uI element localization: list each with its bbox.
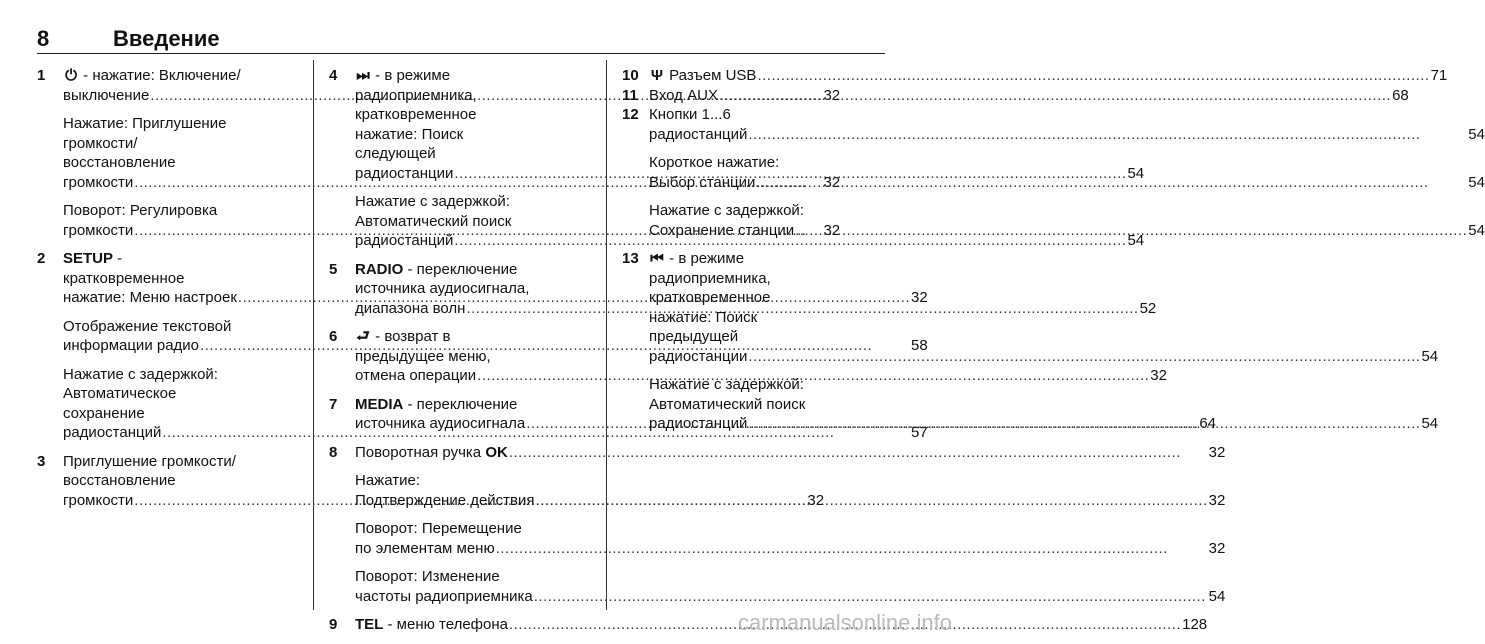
entry-number: 2 <box>37 250 46 267</box>
entry-number: 8 <box>329 443 338 461</box>
page-ref: 32 <box>807 491 825 509</box>
page-ref: 54 <box>1421 415 1439 432</box>
page-ref: 58 <box>911 337 928 354</box>
entry-7: 7 MEDIA - переключение источника аудиосигнала ..... 64 <box>329 395 577 443</box>
power-icon: ⏻ <box>65 67 77 84</box>
page-ref: 54 <box>1468 125 1485 143</box>
page-ref: 54 <box>1127 232 1145 249</box>
page-ref: 32 <box>823 86 841 104</box>
entry-10: 10 Ψ Разъем USB ..... 71 <box>622 66 870 86</box>
page-ref: 71 <box>1430 67 1448 84</box>
page-ref: 32 <box>1150 367 1167 384</box>
entry-6: 6 ⮐ - возврат в предыдущее меню, отмена операции ..... 32 <box>329 327 577 395</box>
entry-9: 9 TEL - меню телефона ..... 128 <box>329 615 577 644</box>
page-ref: 32 <box>823 221 841 239</box>
next-track-icon: ⏭ <box>356 67 370 84</box>
page-ref: 57 <box>911 424 928 441</box>
entry-number: 6 <box>329 328 338 345</box>
page-ref: 32 <box>1208 443 1226 461</box>
entry-number: 7 <box>329 395 338 413</box>
entry-number: 12 <box>622 106 639 123</box>
entry-number: 5 <box>329 260 338 278</box>
entry-number: 3 <box>37 452 46 470</box>
entry-5: 5 RADIO - переключение источника аудиосигнала, диапазона волн ..... 52 <box>329 260 577 328</box>
usb-icon: Ψ <box>650 67 664 84</box>
page-ref: 54 <box>1468 173 1485 191</box>
page-ref: 54 <box>1421 347 1439 365</box>
page-ref: 32 <box>823 173 841 191</box>
page-ref: 32 <box>1208 491 1226 509</box>
entry-number: 10 <box>622 67 639 84</box>
page-ref: 128 <box>1182 616 1208 633</box>
entry-1: 1 ⏻ - нажатие: Включение/ выключение ..... 32 Нажатие: Приглушение громкости/ восстановление громкости ..... 32 Поворот: Регулировка громкости ..... 32 <box>37 66 285 249</box>
page-ref: 54 <box>1127 164 1145 182</box>
page-ref: 54 <box>1468 221 1485 239</box>
entry-number: 9 <box>329 616 338 633</box>
section-title: Введение <box>113 26 220 51</box>
previous-track-icon: ⏮ <box>650 250 664 267</box>
entry-number: 11 <box>622 86 638 104</box>
entry-3: 3 Приглушение громкости/ восстановление громкости ..... 32 <box>37 452 285 520</box>
page-number: 8 <box>37 26 50 51</box>
entry-8: 8 Поворотная ручка OK ..... 32 Нажатие: Подтверждение действия ..... 32 Поворот: Перемещение по элементам меню ..... 32 Поворот: Изменение частоты радиоприемника ..... 54 <box>329 443 577 616</box>
entry-4: 4 ⏭ - в режиме радиоприемника, кратковременное нажатие: Поиск следующей радиостанции ..... 54 Нажатие с задержкой: Автоматический поиск радиостанций ..... 54 <box>329 66 577 260</box>
page-ref: 54 <box>1208 587 1226 605</box>
page-header <box>37 26 885 54</box>
entry-12: 12 Кнопки 1...6 радиостанций ..... 54 Короткое нажатие: Выбор станции ..... 54 Нажатие с задержкой: Сохранение станции ..... 54 <box>622 105 870 249</box>
back-icon: ⮐ <box>356 328 370 345</box>
page-ref: 68 <box>1392 86 1409 104</box>
entry-11: 11 Вход AUX ..... 68 <box>622 86 870 106</box>
page-ref: 52 <box>1139 299 1157 317</box>
page-ref: 32 <box>1208 539 1226 557</box>
page-ref: 64 <box>1199 415 1217 432</box>
page-ref: 32 <box>911 289 928 306</box>
entry-number: 1 <box>37 67 46 84</box>
entry-number: 13 <box>622 250 639 267</box>
entry-number: 4 <box>329 67 338 84</box>
entry-13: 13 ⏮ - в режиме радиоприемника, кратковременное нажатие: Поиск предыдущей радиостанции ..... 54 Нажатие с задержкой: Автоматический поиск радиостанций ..... 54 <box>622 249 870 443</box>
watermark: carmanualsonline.info <box>737 610 952 635</box>
entry-2: 2 SETUP - кратковременное нажатие: Меню настроек ..... 32 Отображение текстовой информации радио ..... 58 Нажатие с задержкой: Автоматическое сохранение радиостанций ..... 57 <box>37 249 285 452</box>
